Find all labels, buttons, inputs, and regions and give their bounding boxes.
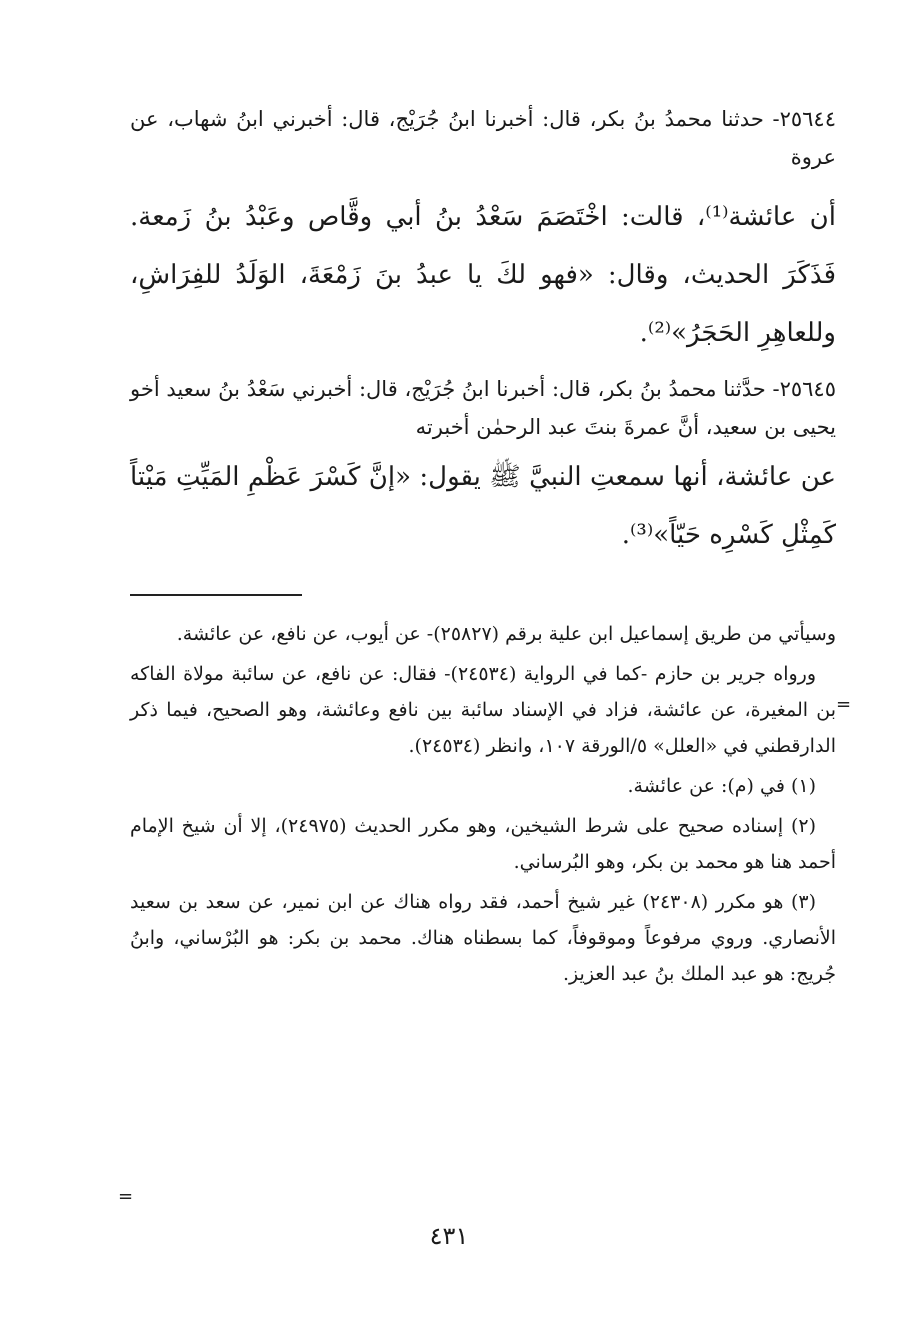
footnote-2: (٢) إسناده صحيح على شرط الشيخين، وهو مكرر الحديث (٢٤٩٧٥)، إلا أن شيخ الإمام أحمد هنا هو محمد بن بكر، وهو البُرساني. <box>130 815 836 873</box>
page-number: ٤٣١ <box>429 1222 469 1250</box>
hadith-25644-isnad: ٢٥٦٤٤- حدثنا محمدُ بنُ بكر، قال: أخبرنا ابنُ جُرَيْج، قال: أخبرني ابنُ شهاب، عن عروة <box>130 107 836 169</box>
hadith-25645-isnad: ٢٥٦٤٥- حدَّثنا محمدُ بنُ بكر، قال: أخبرنا ابنُ جُرَيْج، قال: أخبرني سَعْدُ بنُ سعيد أخو يحيى بن سعيد، أنَّ عمرةَ بنتَ عبد الرحمٰن أخبرته <box>130 377 836 439</box>
continues-next-marker: = <box>118 1186 134 1207</box>
continued-from-marker: = <box>836 694 852 715</box>
page-body <box>130 100 836 996</box>
hadith-25644-matn: أن عائشة⁽¹⁾، قالت: اخْتَصَمَ سَعْدُ بنُ أبي وقَّاص وعَبْدُ بنُ زَمعة. فَذَكَرَ الحديث، وقال: «فهو لكَ يا عبدُ بنَ زَمْعَةَ، الوَلَدُ للفِرَاشِ، وللعاهِرِ الحَجَرُ»⁽²⁾. <box>130 202 836 348</box>
footnote-1: (١) في (م): عن عائشة. <box>627 775 816 797</box>
footnote-3: (٣) هو مكرر (٢٤٣٠٨) غير شيخ أحمد، فقد رواه هناك عن ابن نمير، عن سعد بن سعيد الأنصاري. وروي مرفوعاً وموقوفاً، كما بسطناه هناك. محمد بن بكر: هو البُرْساني، وابنُ جُريج: هو عبد الملك بنُ عبد العزيز. <box>130 891 836 985</box>
separator-line <box>130 594 302 596</box>
footnote-paragraph-2: ورواه جرير بن حازم -كما في الرواية (٢٤٥٣٤)- فقال: عن نافع، عن سائبة مولاة الفاكه بن المغيرة، عن عائشة، فزاد في الإسناد سائبة بين نافع وعائشة، وهو الصحيح، فيما ذكر الدارقطني في «العلل» ٥/الورقة ١٠٧، وانظر (٢٤٥٣٤). <box>130 663 836 757</box>
footnote-continuation: وسيأتي من طريق إسماعيل ابن علية برقم (٢٥٨٢٧)- عن أيوب، عن نافع، عن عائشة. <box>176 623 836 645</box>
hadith-25645-matn: عن عائشة، أنها سمعتِ النبيَّ ﷺ يقول: «إنَّ كَسْرَ عَظْمِ المَيِّتِ مَيْتاً كَمِثْلِ كَسْرِه حَيّاً»⁽³⁾. <box>130 462 836 550</box>
footnotes-section <box>130 616 836 992</box>
footnote-separator <box>130 564 836 594</box>
